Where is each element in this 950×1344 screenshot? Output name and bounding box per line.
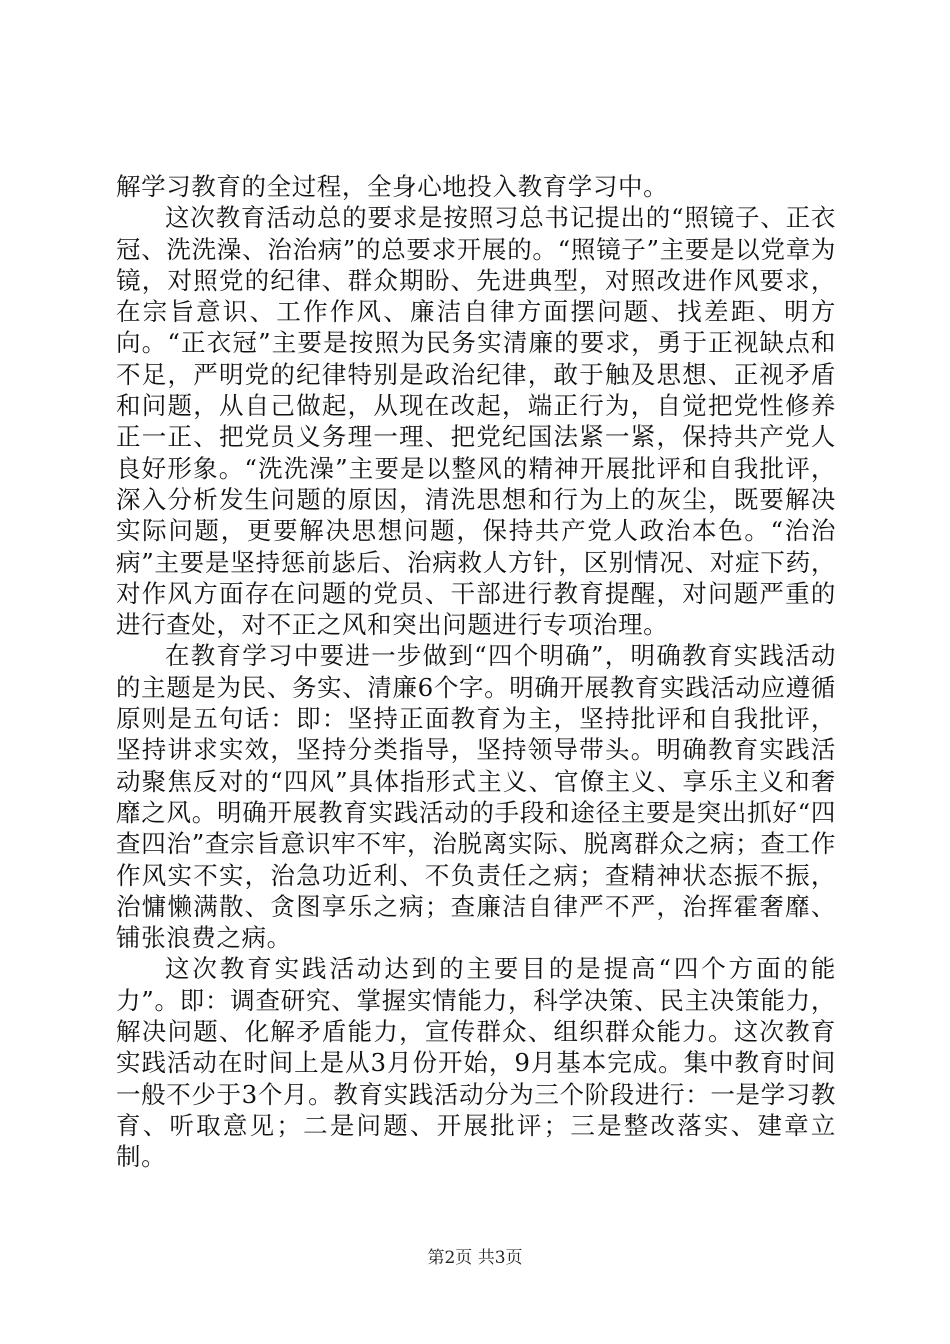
page-footer: 第2页 共3页 — [427, 1248, 523, 1268]
paragraph-four-clarifications: 在教育学习中要进一步做到“四个明确”，明确教育实践活动的主题是为民、务实、清廉6个字。明确开展教育实践活动应遵循原则是五句话：即：坚持正面教育为主，坚持批评和自我批评，坚持讲求实效，坚持分类指导，坚持领导带头。明确教育实践活动聚焦反对的“四风”具体指形式主义、官僚主义、享乐主义和奢靡之风。明确开展教育实践活动的手段和途径主要是突出抓好“四查四治”查宗旨意识牢不牢，治脱离实际、脱离群众之病；查工作作风实不实，治急功近利、不负责任之病；查精神状态振不振，治慵懒满散、贪图享乐之病；查廉洁自律严不严，治挥霍奢靡、铺张浪费之病。 — [116, 641, 836, 953]
paragraph-continued: 解学习教育的全过程，全身心地投入教育学习中。 — [116, 172, 669, 201]
paragraph-requirements: 这次教育活动总的要求是按照习总书记提出的“照镜子、正衣冠、洗洗澡、治治病”的总要求开展的。“照镜子”主要是以党章为镜，对照党的纪律、群众期盼、先进典型，对照改进作风要求，在宗旨意识、工作作风、廉洁自律方面摆问题、找差距、明方向。“正衣冠”主要是按照为民务实清廉的要求，勇于正视缺点和不足，严明党的纪律特别是政治纪律，敢于触及思想、正视矛盾和问题，从自己做起，从现在改起，端正行为，自觉把党性修养正一正、把党员义务理一理、把党纪国法紧一紧，保持共产党人良好形象。“洗洗澡”主要是以整风的精神开展批评和自我批评，深入分析发生问题的原因，清洗思想和行为上的灰尘，既要解决实际问题，更要解决思想问题，保持共产党人政治本色。“治治病”主要是坚持惩前毖后、治病救人方针，区别情况、对症下药，对作风方面存在问题的党员、干部进行教育提醒，对问题严重的进行查处，对不正之风和突出问题进行专项治理。 — [116, 203, 836, 640]
paragraph-objectives: 这次教育实践活动达到的主要目的是提高“四个方面的能力”。即：调查研究、掌握实情能力，科学决策、民主决策能力，解决问题、化解矛盾能力，宣传群众、组织群众能力。这次教育实践活动在时间上是从3月份开始，9月基本完成。集中教育时间一般不少于3个月。教育实践活动分为三个阶段进行：一是学习教育、听取意见；二是问题、开展批评；三是整改落实、建章立制。 — [116, 954, 836, 1172]
document-body — [116, 171, 836, 1173]
